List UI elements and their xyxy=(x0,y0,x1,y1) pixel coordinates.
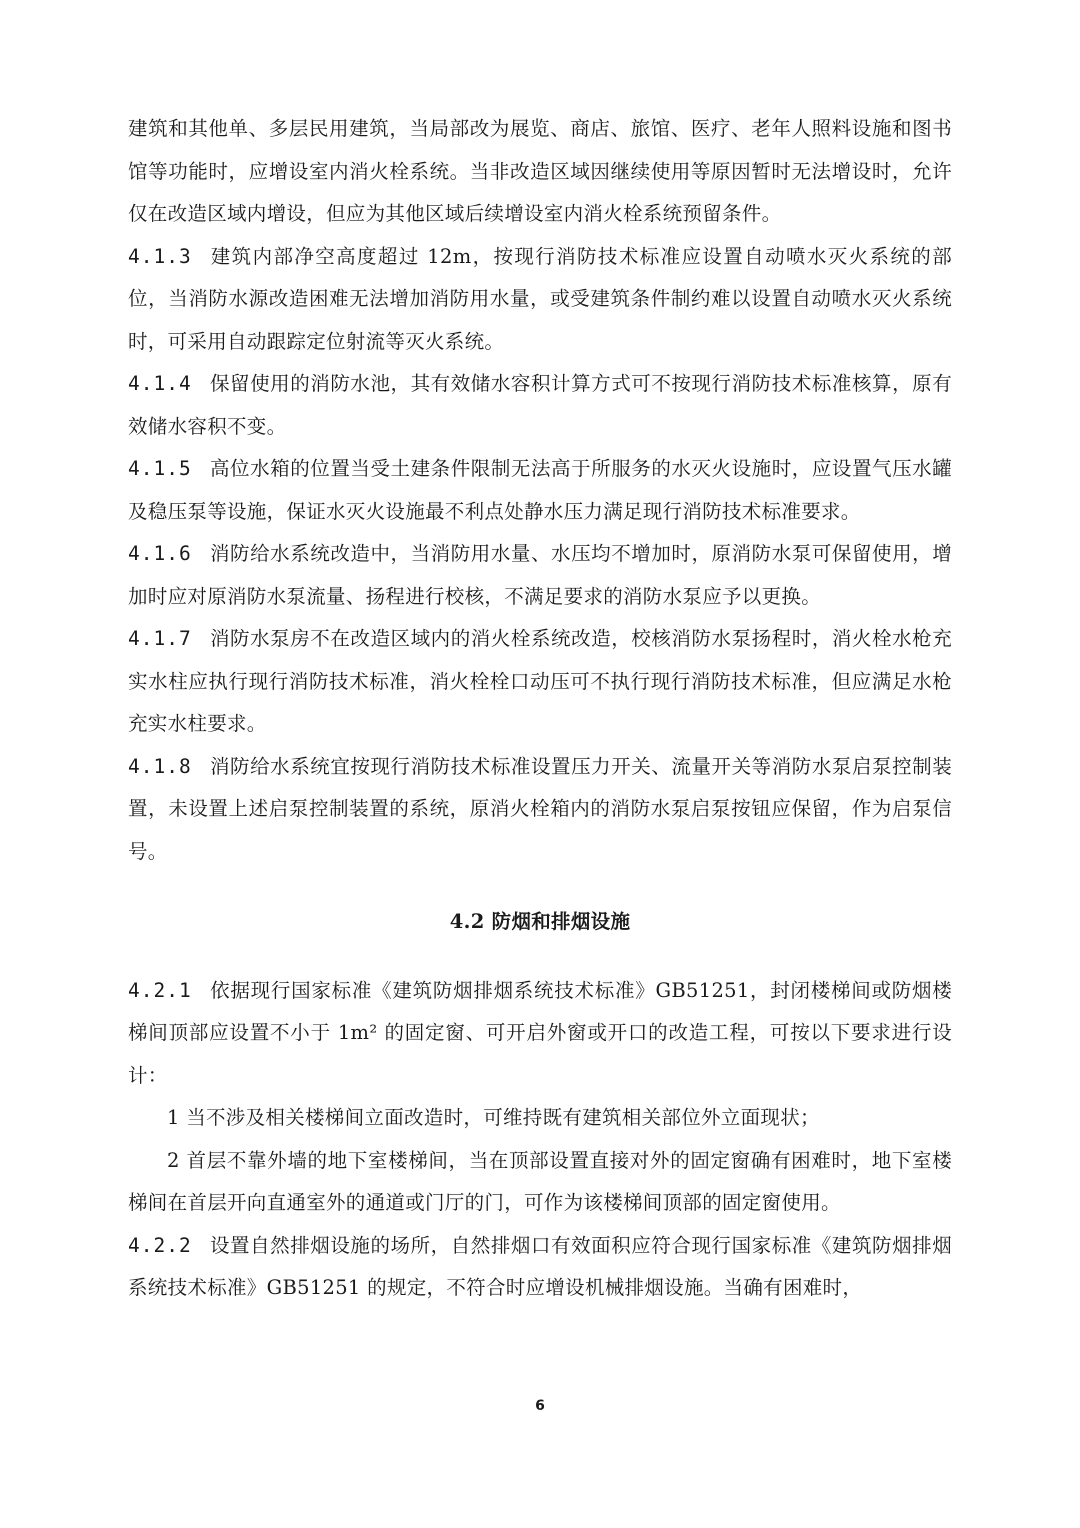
clause-number: 4.1.7 xyxy=(128,627,192,650)
paragraph xyxy=(128,746,952,874)
section-heading: 4.2 防烟和排烟设施 xyxy=(449,910,631,933)
paragraph-text: 建筑内部净空高度超过 12m，按现行消防技术标准应设置自动喷水灭火系统的部位，当消防水源改造困难无法增加消防用水量，或受建筑条件制约难以设置自动喷水灭火系统时，可采用自动跟踪定位射流等灭火系统。 xyxy=(128,244,952,353)
paragraph xyxy=(128,1140,952,1225)
page-number: 6 xyxy=(535,1398,545,1414)
paragraph xyxy=(128,533,952,618)
paragraph-text: 建筑和其他单、多层民用建筑，当局部改为展览、商店、旅馆、医疗、老年人照料设施和图书馆等功能时，应增设室内消火栓系统。当非改造区域因继续使用等原因暂时无法增设时，允许仅在改造区域内增设，但应为其他区域后续增设室内消火栓系统预留条件。 xyxy=(128,117,952,225)
paragraph-text: 1 当不涉及相关楼梯间立面改造时，可维持既有建筑相关部位外立面现状； xyxy=(167,1106,820,1129)
clause-number: 4.2.2 xyxy=(128,1233,192,1257)
paragraph-text: 保留使用的消防水池，其有效储水容积计算方式可不按现行消防技术标准核算，原有效储水容积不变。 xyxy=(128,372,952,438)
paragraph xyxy=(128,448,952,533)
paragraph-text: 依据现行国家标准《建筑防烟排烟系统技术标准》GB51251，封闭楼梯间或防烟楼梯间顶部应设置不小于 1m² 的固定窗、可开启外窗或开口的改造工程，可按以下要求进行设计： xyxy=(128,978,952,1087)
clause-number: 4.1.3 xyxy=(128,244,192,268)
paragraph-text: 设置自然排烟设施的场所，自然排烟口有效面积应符合现行国家标准《建筑防烟排烟系统技术标准》GB51251 的规定，不符合时应增设机械排烟设施。当确有困难时， xyxy=(128,1233,952,1299)
clause-number: 4.1.6 xyxy=(128,542,192,565)
clause-number: 4.1.5 xyxy=(128,457,192,480)
clauses-4-2 xyxy=(128,970,952,1310)
clause-number: 4.1.4 xyxy=(128,372,192,395)
paragraph-text: 消防水泵房不在改造区域内的消火栓系统改造，校核消防水泵扬程时，消火栓水枪充实水柱应执行现行消防技术标准，消火栓栓口动压可不执行现行消防技术标准，但应满足水枪充实水柱要求。 xyxy=(128,627,952,735)
paragraph xyxy=(128,1097,952,1140)
paragraph-text: 消防给水系统改造中，当消防用水量、水压均不增加时，原消防水泵可保留使用，增加时应对原消防水泵流量、扬程进行校核，不满足要求的消防水泵应予以更换。 xyxy=(128,542,952,608)
paragraph xyxy=(128,236,952,364)
clause-number: 4.1.8 xyxy=(128,754,192,778)
paragraph xyxy=(128,1225,952,1310)
paragraph xyxy=(128,618,952,746)
clause-number: 4.2.1 xyxy=(128,978,192,1002)
paragraph xyxy=(128,108,952,236)
paragraph-text: 高位水箱的位置当受土建条件限制无法高于所服务的水灭火设施时，应设置气压水罐及稳压泵等设施，保证水灭火设施最不利点处静水压力满足现行消防技术标准要求。 xyxy=(128,457,952,523)
paragraph xyxy=(128,363,952,448)
page-content xyxy=(128,108,952,1310)
clauses-4-1 xyxy=(128,108,952,873)
paragraph-text: 2 首层不靠外墙的地下室楼梯间，当在顶部设置直接对外的固定窗确有困难时，地下室楼梯间在首层开向直通室外的通道或门厅的门，可作为该楼梯间顶部的固定窗使用。 xyxy=(128,1148,952,1214)
paragraph-text: 消防给水系统宜按现行消防技术标准设置压力开关、流量开关等消防水泵启泵控制装置，未设置上述启泵控制装置的系统，原消火栓箱内的消防水泵启泵按钮应保留，作为启泵信号。 xyxy=(128,754,952,863)
paragraph xyxy=(128,970,952,1098)
